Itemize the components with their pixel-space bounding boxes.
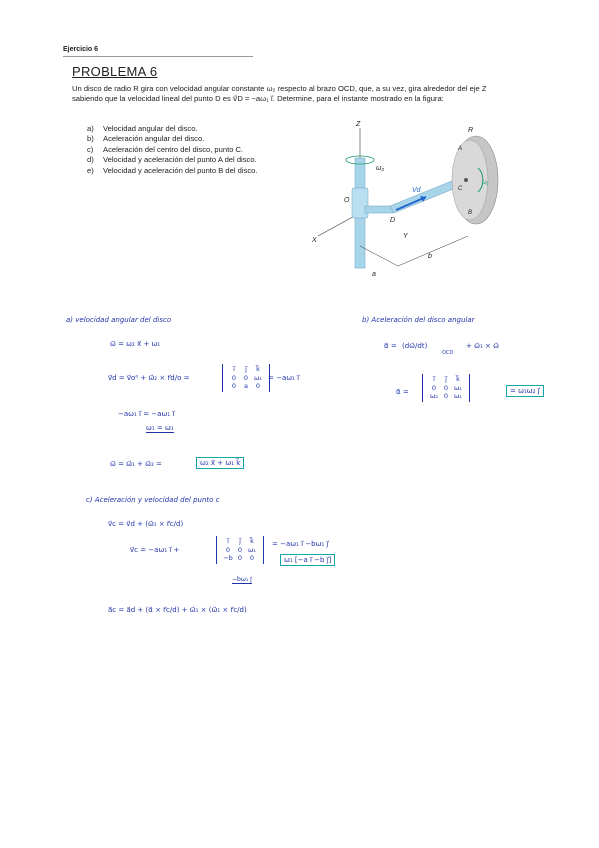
question-list bbox=[87, 124, 258, 176]
list-item: a) Velocidad angular del disco. bbox=[87, 124, 198, 133]
solution-c-eq2-under: −bω₁ j⃗ bbox=[232, 576, 252, 583]
dimension-a bbox=[360, 246, 398, 266]
solution-a-matrix: i⃗ j⃗ k⃗ 0 0 ω₁ 0 a 0 bbox=[222, 364, 270, 392]
solution-b-matrix: i⃗ j⃗ k⃗ 0 0 ω₁ ω₂ 0 ω₁ bbox=[422, 374, 470, 402]
problem-statement: Un disco de radio R gira con velocidad angular constante ω₂ respecto al brazo OCD, que, a su vez, gira alrededor del eje Z sabiendo que la velocidad lineal del punto D es v⃗D = −aω₁ i⃗. Determine, para el instante mostrado en la figura: bbox=[72, 84, 487, 103]
label-b-point: B bbox=[468, 210, 473, 216]
mechanism-figure bbox=[308, 118, 512, 282]
solution-c-heading: c) Aceleración y velocidad del punto c bbox=[86, 496, 220, 504]
solution-c-eq3: a⃗c = a⃗d + (α⃗ × r⃗c/d) + ω⃗₁ × (ω⃗₁ × r⃗c/d) bbox=[108, 606, 247, 614]
solution-c-eq2-r2-box: ω₁ [−a i⃗ −b j⃗] bbox=[280, 554, 335, 566]
solution-a-heading: a) velocidad angular del disco bbox=[66, 316, 172, 324]
solution-a-result-box: ω₂ x⃗ + ω₁ k⃗ bbox=[196, 457, 244, 469]
label-d: D bbox=[390, 217, 396, 224]
label-a-point: A bbox=[458, 146, 463, 152]
solution-c-matrix: i⃗ j⃗ k⃗ 0 0 ω₁ −b 0 0 bbox=[216, 536, 264, 564]
solution-c-eq2-r1: = −aω₁ i⃗ −bω₁ j⃗ bbox=[272, 540, 329, 548]
label-c-point: C bbox=[458, 186, 463, 192]
solution-b-eq1-sub: OCD bbox=[442, 350, 454, 356]
problem-title: PROBLEMA 6 bbox=[72, 64, 158, 79]
solution-c-eq2-left: v⃗c = −aω₁ i⃗ + bbox=[130, 546, 180, 554]
list-item: b) Aceleración angular del disco. bbox=[87, 134, 205, 144]
solution-a-eq2-left: v⃗d = v⃗o⁰ + ω⃗₂ × r⃗d/o = bbox=[108, 374, 190, 382]
label-z: Z bbox=[356, 121, 361, 128]
header-rule bbox=[63, 56, 253, 57]
label-dim-a: a bbox=[372, 271, 376, 278]
solution-b-result-box: = ω₁ω₂ j⃗ bbox=[506, 385, 544, 397]
label-dim-b: b bbox=[428, 253, 432, 260]
exercise-label: Ejercicio 6 bbox=[63, 46, 99, 53]
rod-collar bbox=[352, 188, 368, 218]
arm-segment-od bbox=[365, 206, 393, 213]
label-x: X bbox=[312, 237, 317, 244]
solution-b-eq1-paren: (dω⃗/dt) bbox=[402, 342, 428, 350]
solution-a-eq4: ω₁ = ω₁ bbox=[146, 424, 174, 432]
solution-a-result-left: ω⃗ = ω⃗₁ + ω⃗₂ = bbox=[110, 460, 162, 468]
label-o: O bbox=[344, 197, 350, 204]
solution-a-eq1: ω⃗ = ω₂ x⃗ + ω₁ bbox=[110, 340, 161, 348]
list-item: d) Velocidad y aceleración del punto A del disco. bbox=[87, 155, 257, 165]
label-w1: ω₁ bbox=[482, 180, 489, 186]
list-item: c) Aceleración del centro del disco, punto C. bbox=[87, 144, 244, 154]
solution-b-eq1-left: α⃗ = bbox=[384, 342, 397, 350]
disk-center bbox=[464, 178, 468, 182]
label-vd: Vd bbox=[412, 187, 421, 194]
label-w2: ω₂ bbox=[376, 165, 385, 172]
list-item: e) Velocidad y aceleración del punto B del disco. bbox=[87, 165, 258, 175]
dimension-b bbox=[398, 236, 468, 266]
solution-b-eq1-right: + ω⃗₁ × ω⃗ bbox=[466, 342, 499, 350]
solution-b-eq2-left: α⃗ = bbox=[396, 388, 409, 396]
solution-b-heading: b) Aceleración del disco angular bbox=[362, 316, 475, 324]
solution-a-eq3: −aω₁ i⃗ = −aω₁ i⃗ bbox=[118, 410, 175, 418]
label-y: Y bbox=[403, 233, 408, 240]
solution-a-eq2-right: = −aω₁ i⃗ bbox=[268, 374, 300, 382]
label-r: R bbox=[468, 127, 474, 134]
solution-c-eq1: v⃗c = v⃗d + (ω⃗₁ × r⃗c/d) bbox=[108, 520, 184, 528]
